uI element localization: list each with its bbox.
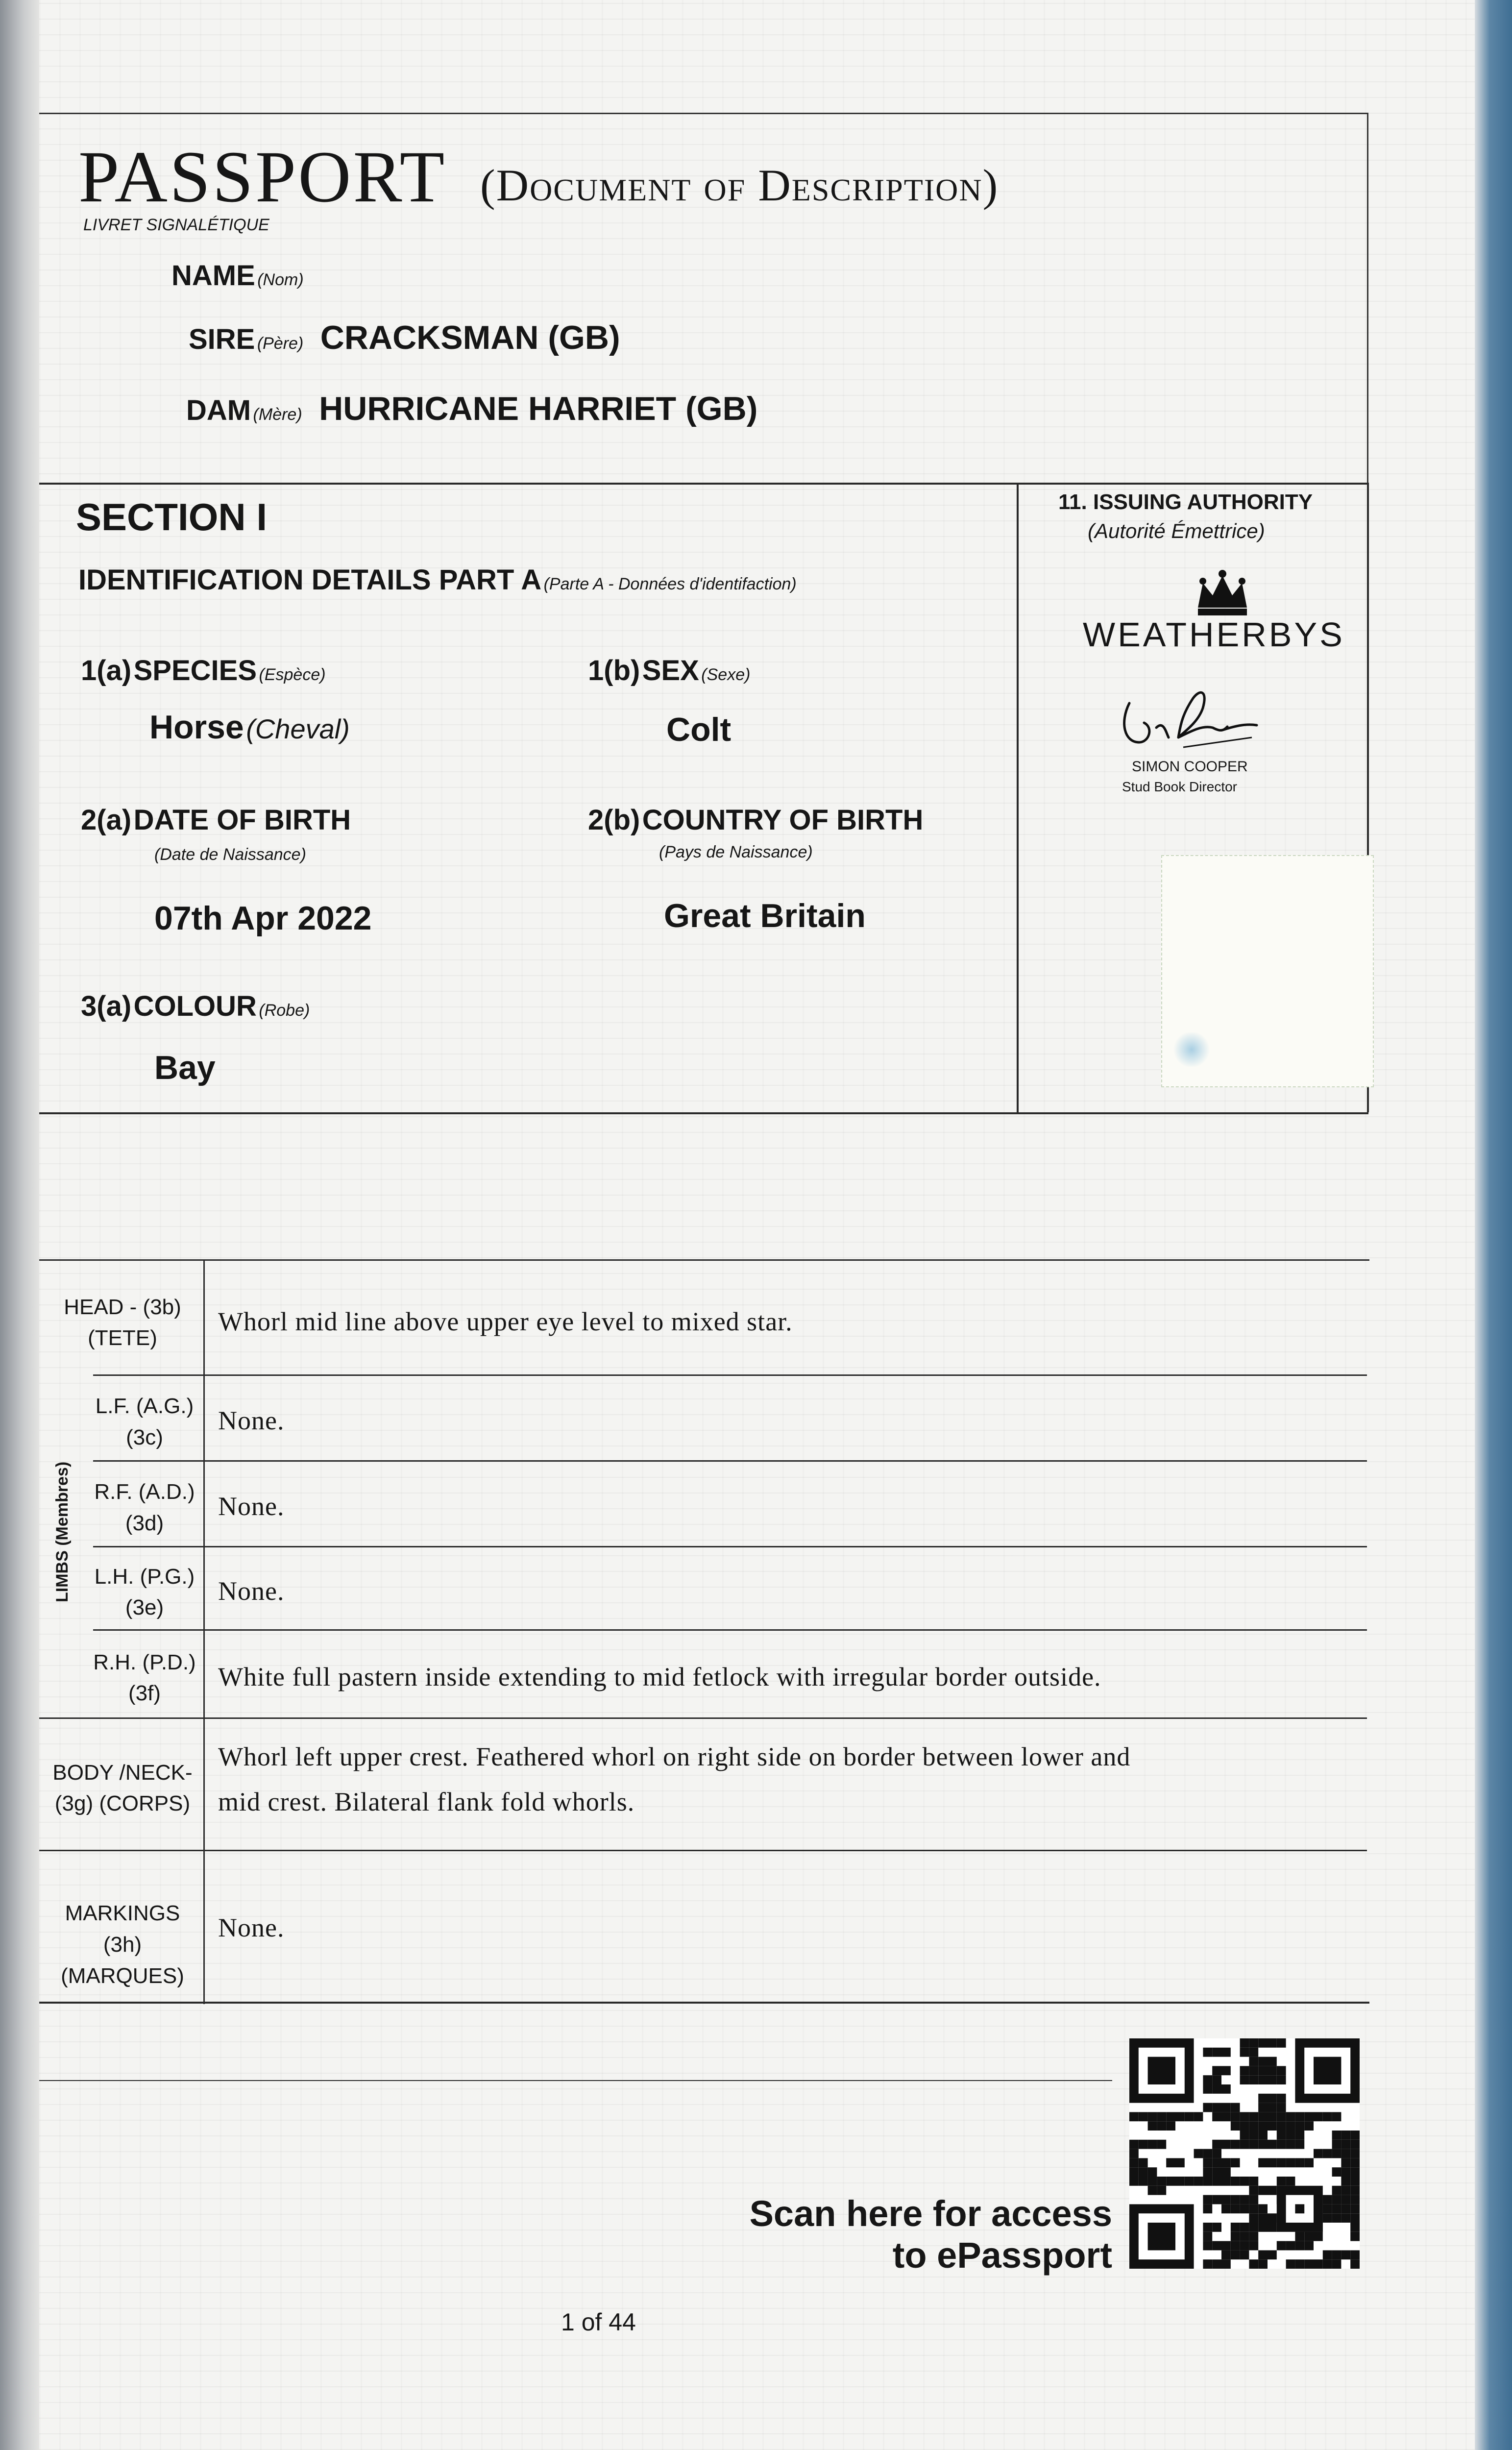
marking-row-divider	[93, 1546, 1367, 1547]
marking-label: MARKINGS (3h) (MARQUES)	[61, 1901, 184, 1988]
signature	[1110, 669, 1262, 760]
marking-description: None.	[218, 1913, 285, 1942]
scan-instruction: Scan here for access to ePassport	[749, 2193, 1112, 2276]
epassport-qr-code[interactable]	[1129, 2038, 1360, 2271]
section-title: SECTION I	[76, 495, 268, 539]
passport-subtitle: (Document of Description)	[480, 160, 999, 210]
scan-edge-left	[0, 0, 39, 2450]
sire-row	[189, 318, 620, 357]
marking-label: HEAD - (3b) (TETE)	[64, 1295, 181, 1350]
marking-label: BODY /NECK- (3g) (CORPS)	[52, 1760, 193, 1816]
markings-table-top	[39, 1259, 1369, 1261]
authority-label-fr: (Autorité Émettrice)	[1088, 519, 1265, 542]
marking-row-divider	[93, 1460, 1367, 1462]
weatherbys-logo: WEATHERBYS	[1083, 615, 1345, 654]
marking-description: Whorl mid line above upper eye level to mixed star.	[218, 1306, 793, 1336]
marking-description: None.	[218, 1406, 285, 1435]
redacted-photo	[1161, 855, 1374, 1087]
authority-label: 11. ISSUING AUTHORITY	[1058, 490, 1313, 514]
marking-label: L.F. (A.G.) (3c)	[95, 1394, 194, 1449]
name-label-fr: (Nom)	[257, 270, 304, 289]
scan-edge-right	[1475, 0, 1512, 2450]
page-number: 1 of 44	[561, 2308, 636, 2336]
marking-row-divider	[93, 1374, 1367, 1376]
marking-label: L.H. (P.G.) (3e)	[94, 1564, 195, 1620]
footer-rule	[39, 2080, 1112, 2081]
markings-label-column-divider	[203, 1259, 205, 2004]
marking-description: Whorl left upper crest. Feathered whorl on right side on border between lower and mid crest. Bilateral flank fold whorls.	[218, 1742, 1131, 1816]
signatory-title: Stud Book Director	[1122, 779, 1237, 794]
dob-label: 2(a) DATE OF BIRTH	[81, 804, 351, 836]
sire-label: SIRE	[189, 323, 255, 355]
marking-description: White full pastern inside extending to mid fetlock with irregular border outside.	[218, 1662, 1101, 1691]
dam-label-fr: (Mère)	[253, 405, 302, 424]
dob-value: 07th Apr 2022	[154, 900, 372, 937]
passport-title: PASSPORT	[78, 136, 447, 218]
sex-value: Colt	[666, 711, 732, 748]
dam-value: HURRICANE HARRIET (GB)	[319, 390, 758, 427]
sex-label: 1(b) SEX (Sexe)	[588, 655, 751, 686]
dam-row	[186, 390, 757, 428]
section-heading: IDENTIFICATION DETAILS PART A (Parte A - Données d'identifaction)	[78, 564, 797, 596]
marking-description: None.	[218, 1576, 285, 1606]
authority-divider	[1017, 483, 1019, 1112]
passport-page	[39, 0, 1475, 2450]
species-value: Horse (Cheval)	[149, 709, 350, 746]
colour-label: 3(a) COLOUR (Robe)	[81, 990, 310, 1022]
colour-value: Bay	[154, 1049, 216, 1086]
crown-icon	[1193, 568, 1252, 620]
marking-label: R.H. (P.D.) (3f)	[93, 1650, 196, 1706]
name-row	[171, 255, 304, 293]
cob-label-fr: (Pays de Naissance)	[659, 843, 813, 861]
sire-label-fr: (Père)	[257, 334, 304, 353]
cob-value: Great Britain	[664, 897, 866, 934]
species-label: 1(a) SPECIES (Espèce)	[81, 655, 326, 686]
signatory-name: SIMON COOPER	[1132, 759, 1248, 775]
limbs-label: LIMBS (Membres)	[53, 1461, 72, 1602]
passport-subtitle-fr: LIVRET SIGNALÉTIQUE	[83, 216, 269, 234]
section-divider-top	[39, 483, 1368, 485]
sire-value: CRACKSMAN (GB)	[320, 319, 620, 356]
marking-description: None.	[218, 1492, 285, 1521]
marking-row-divider	[39, 1717, 1367, 1719]
cob-label: 2(b) COUNTRY OF BIRTH	[588, 804, 924, 836]
marking-row-divider	[93, 1629, 1367, 1631]
marking-label: R.F. (A.D.) (3d)	[94, 1480, 195, 1535]
dam-label: DAM	[186, 394, 251, 426]
marking-row-divider	[39, 1850, 1367, 1851]
dob-label-fr: (Date de Naissance)	[154, 845, 306, 864]
name-label: NAME	[171, 260, 255, 292]
section-divider-bottom	[39, 1112, 1368, 1114]
markings-table-bottom	[39, 2002, 1369, 2004]
